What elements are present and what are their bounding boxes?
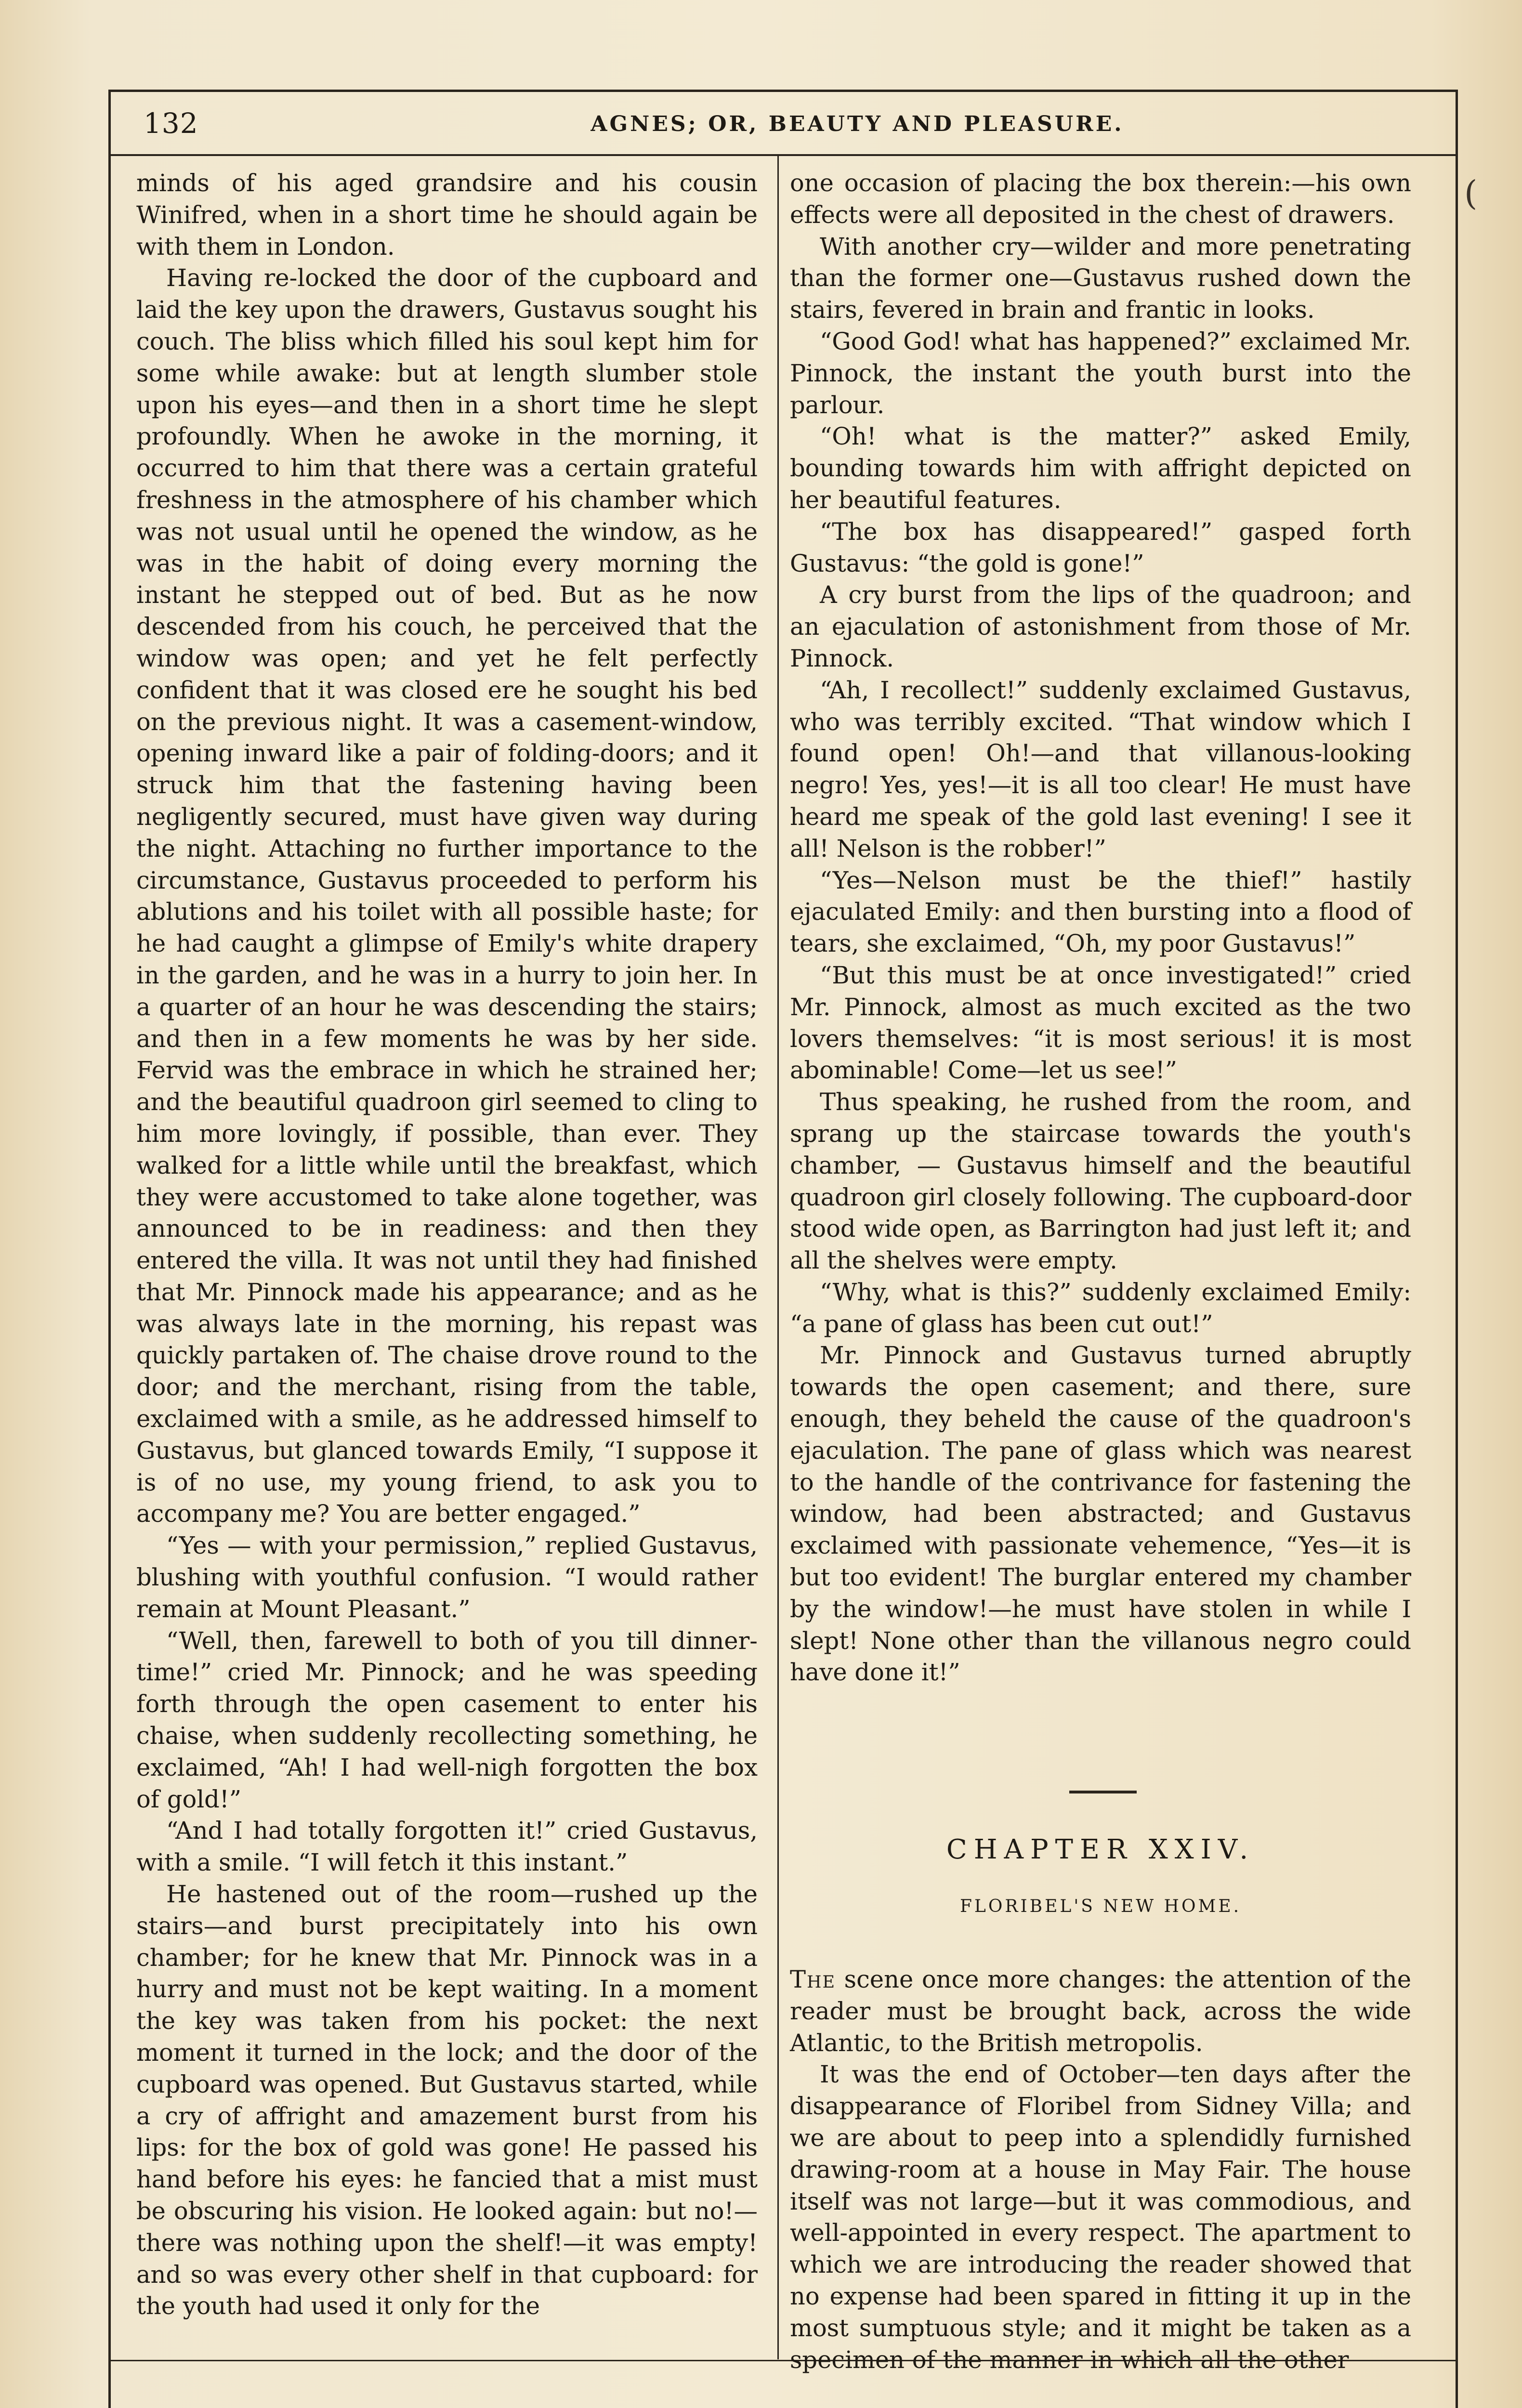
paragraph: “Oh! what is the matter?” asked Emily, bounding towards him with affright depicted on her beautiful features.	[790, 422, 1411, 514]
paragraph: minds of his aged grandsire and his cousin Winifred, when in a short time he should again be with them in London.	[136, 169, 758, 261]
chapter-body	[790, 1964, 1411, 2376]
paragraph: “And I had totally forgotten it!” cried Gustavus, with a smile. “I will fetch it this instant.”	[136, 1817, 758, 1877]
margin-bracket-mark: (	[1464, 173, 1478, 213]
column-divider	[777, 156, 779, 2359]
chapter-subtitle: FLORIBEL'S NEW HOME.	[959, 1897, 1242, 1916]
chapter-title: CHAPTER XXIV.	[946, 1834, 1255, 1865]
paragraph: With another cry—wilder and more penetrating than the former one—Gustavus rushed down the stairs, fevered in brain and frantic in looks.	[790, 232, 1411, 324]
paragraph: He hastened out of the room—rushed up the stairs—and burst precipitately into his own chamber; for he knew that Mr. Pinnock was in a hurry and must not be kept waiting. In a moment the key was taken from his pocket: the next moment it turned in the lock; and the door of the cupboard was opened. But Gustavus started, while a cry of affright and amazement burst from his lips: for the box of gold was gone! He passed his hand before his eyes: he fancied that a mist must be obscuring his vision. He looked again: but no!—there was nothing upon the shelf!—it was empty! and so was every other shelf in that cupboard: for the youth had used it only for the	[136, 1880, 758, 2320]
frame-top-rule	[108, 90, 1458, 92]
right-column	[790, 168, 1411, 1688]
paragraph: It was the end of October—ten days after the disappearance of Floribel from Sidney Villa; and we are about to peep into a splendidly furnished drawing-room at a house in May Fair. The house itself was not large—but it was commodious, and well-appointed in every respect. The apartment to which we are introducing the reader showed that no expense had been spared in fitting it up in the most sumptuous style; and it might be taken as a specimen of the manner in which all the other	[790, 2060, 1411, 2374]
chapter-opening-paragraph	[790, 1964, 1411, 2059]
paragraph: “But this must be at once investigated!” cried Mr. Pinnock, almost as much excited as the two lovers themselves: “it is most serious! it is most abominable! Come—let us see!”	[790, 961, 1411, 1085]
paragraph: Thus speaking, he rushed from the room, and sprang up the staircase towards the youth's chamber, — Gustavus himself and the beautiful quadroon girl closely following. The cupboard-door stood wide open, as Barrington had just left it; and all the shelves were empty.	[790, 1088, 1411, 1275]
paragraph: Having re-locked the door of the cupboard and laid the key upon the drawers, Gustavus sought his couch. The bliss which filled his soul kept him for some while awake: but at length slumber stole upon his eyes—and then in a short time he slept profoundly. When he awoke in the morning, it occurred to him that there was a certain grateful freshness in the atmosphere of his chamber which was not usual until he opened the window, as he was in the habit of doing every morning the instant he stepped out of bed. But as he now descended from his couch, he perceived that the window was open; and yet he felt perfectly confident that it was closed ere he sought his bed on the previous night. It was a casement-window, opening inward like a pair of folding-doors; and it struck him that the fastening having been negligently secured, must have given way during the night. Attaching no further importance to the circumstance, Gustavus proceeded to perform his ablutions and his toilet with all possible haste; for he had caught a glimpse of Emily's white drapery in the garden, and he was in a hurry to join her. In a quarter of an hour he was descending the stairs; and then in a few moments he was by her side. Fervid was the embrace in which he strained her; and the beautiful quadroon girl seemed to cling to him more lovingly, if possible, than ever. They walked for a little while until the breakfast, which they were accustomed to take alone together, was announced to be in readiness: and then they entered the villa. It was not until they had finished that Mr. Pinnock made his appearance; and as he was always late in the morning, his repast was quickly partaken of. The chaise drove round to the door; and the merchant, rising from the table, exclaimed with a smile, as he addressed himself to Gustavus, but glanced towards Emily, “I suppose it is of no use, my young friend, to ask you to accompany me? You are better engaged.”	[136, 264, 758, 1528]
running-title: AGNES; OR, BEAUTY AND PLEASURE.	[590, 112, 1124, 136]
paragraph: A cry burst from the lips of the quadroon; and an ejaculation of astonishment from those of Mr. Pinnock.	[790, 581, 1411, 672]
paragraph: one occasion of placing the box therein:—his own effects were all deposited in the chest of drawers.	[790, 169, 1411, 229]
paragraph: “Ah, I recollect!” suddenly exclaimed Gustavus, who was terribly excited. “That window which I found open! Oh!—and that villanous-looking negro! Yes, yes!—it is all too clear! He must have heard me speak of the gold last evening! I see it all! Nelson is the robber!”	[790, 676, 1411, 863]
paragraph: “Yes—Nelson must be the thief!” hastily ejaculated Emily: and then bursting into a flood of tears, she exclaimed, “Oh, my poor Gustavus!”	[790, 866, 1411, 958]
paragraph: “Why, what is this?” suddenly exclaimed Emily: “a pane of glass has been cut out!”	[790, 1278, 1411, 1338]
opening-text: scene once more changes: the attention of the reader must be brought back, across the wide Atlantic, to the British metropolis.	[790, 1965, 1411, 2057]
chapter-break-rule	[1069, 1791, 1137, 1793]
paragraph: “The box has disappeared!” gasped forth Gustavus: “the gold is gone!”	[790, 517, 1411, 577]
frame-right-rule	[1456, 90, 1458, 2408]
frame-left-rule	[108, 90, 111, 2408]
page-number: 132	[144, 107, 198, 140]
paragraph: “Yes — with your permission,” replied Gustavus, blushing with youthful confusion. “I would rather remain at Mount Pleasant.”	[136, 1531, 758, 1623]
left-column	[136, 168, 758, 2322]
paragraph: “Good God! what has happened?” exclaimed Mr. Pinnock, the instant the youth burst into the parlour.	[790, 327, 1411, 419]
paragraph: Mr. Pinnock and Gustavus turned abruptly towards the open casement; and there, sure enough, they beheld the cause of the quadroon's ejaculation. The pane of glass which was nearest to the handle of the contrivance for fastening the window, had been abstracted; and Gustavus exclaimed with passionate vehemence, “Yes—it is but too evident! The burglar entered my chamber by the window!—he must have stolen in while I slept! None other than the villanous negro could have done it!”	[790, 1341, 1411, 1687]
paragraph: “Well, then, farewell to both of you till dinner-time!” cried Mr. Pinnock; and he was speeding forth through the open casement to enter his chaise, when suddenly recollecting something, he exclaimed, “Ah! I had well-nigh forgotten the box of gold!”	[136, 1626, 758, 1813]
header-rule	[111, 154, 1456, 156]
opening-word: The	[790, 1965, 836, 1993]
